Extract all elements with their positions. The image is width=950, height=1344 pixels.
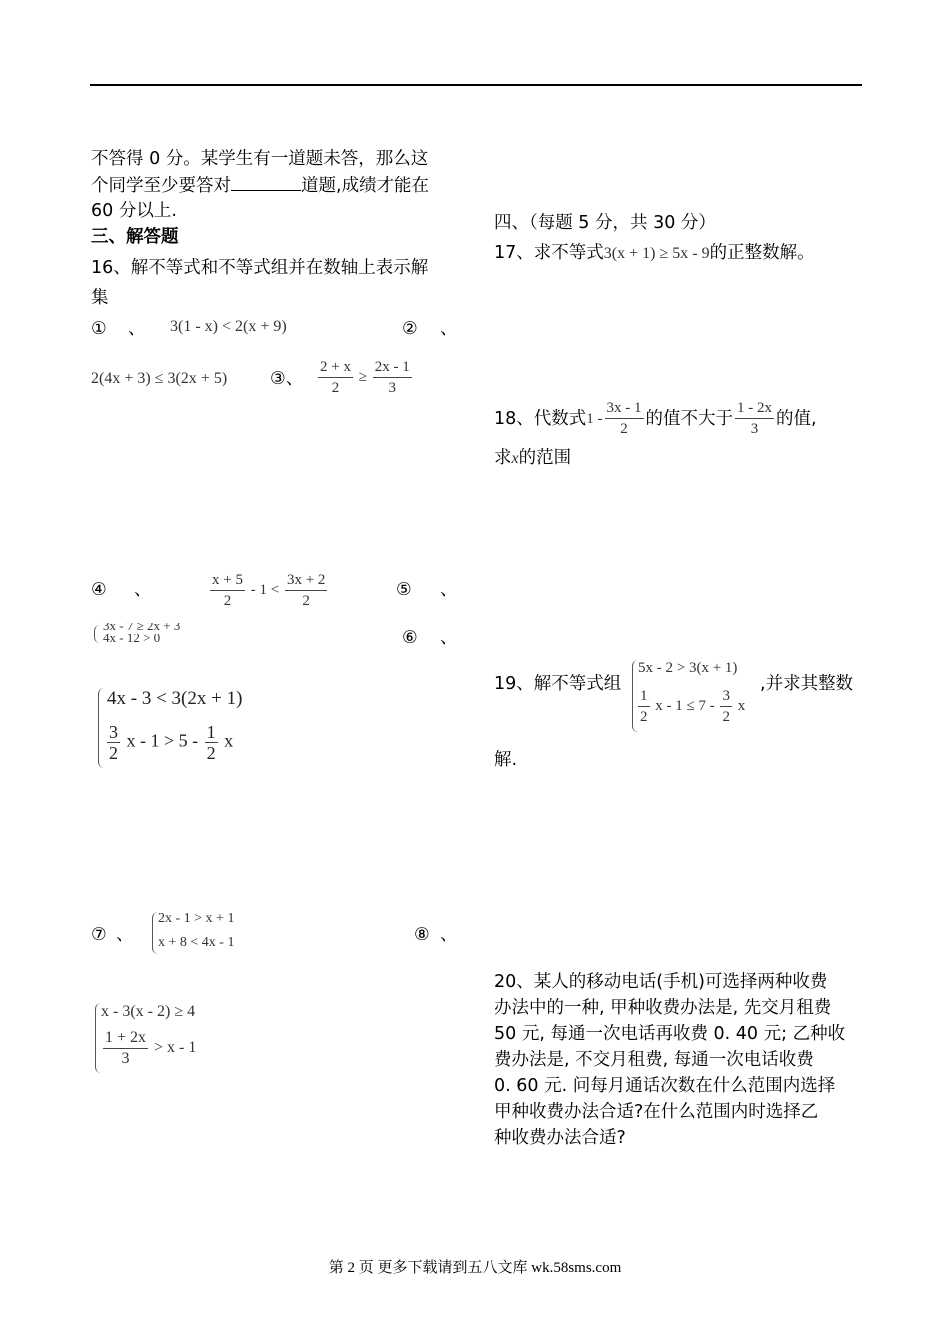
q19-line-1: 5x - 2 > 3(x + 1) — [638, 660, 738, 676]
intro-line-2-b: 道题,成绩才能在 — [301, 176, 430, 196]
q18-fraction-b — [735, 398, 774, 439]
q16-line-2: 集 — [91, 288, 109, 308]
section-4-title: 四、（每题 5 分，共 30 分） — [494, 213, 716, 233]
p6-fraction-b — [205, 722, 218, 763]
q18-variable: x — [511, 450, 519, 467]
p6-num-b: 1 — [206, 722, 216, 742]
page-footer: 第 2 页 更多下载请到五八文库 wk.58sms.com — [328, 1260, 622, 1276]
p5-line-1-wrap — [103, 623, 273, 632]
q19-fraction-a — [638, 686, 650, 727]
p4-den-right: 2 — [302, 593, 310, 609]
p4-num-right: 3x + 2 — [285, 570, 327, 591]
p8-end: > x - 1 — [154, 1039, 197, 1057]
p3-den-right: 3 — [388, 380, 396, 396]
p7-line-2: x + 8 < 4x - 1 — [158, 935, 235, 950]
q20-line-1: 20、某人的移动电话(手机)可选择两种收费 — [494, 972, 828, 992]
q19-num-b: 3 — [720, 686, 732, 707]
p2-label: ② — [402, 319, 418, 339]
p5-line-2: 4x - 12 > 0 — [103, 634, 161, 643]
p6-label: ⑥ — [402, 628, 418, 648]
q19-end: x — [737, 697, 746, 714]
q19-text-b: ,并求其整数 — [760, 674, 854, 694]
p3-num-left: 2 + x — [318, 357, 353, 378]
q20-line-6: 甲种收费办法合适?在什么范围内时选择乙 — [494, 1102, 819, 1122]
q17 — [494, 240, 815, 267]
q18-fraction-a — [605, 398, 644, 439]
p4-num-left: x + 5 — [210, 570, 245, 591]
p6-fraction-a — [107, 722, 120, 763]
p6-end: x — [224, 730, 234, 751]
p1-sep: 、 — [128, 319, 146, 339]
p5-line-1: 3x - 7 ≥ 2x + 3 — [103, 623, 181, 632]
p3-fraction-right — [373, 357, 412, 398]
p6-den-a: 2 — [109, 743, 118, 763]
p3-fraction-left — [318, 357, 353, 398]
p7-label: ⑦ — [91, 925, 107, 945]
p2-expression: 2(4x + 3) ≤ 3(2x + 5) — [91, 370, 228, 387]
q19-line-3: 解. — [494, 750, 518, 770]
q19-fraction-b — [720, 686, 732, 727]
q19-den-b: 2 — [722, 709, 730, 725]
p4-expression — [208, 570, 329, 611]
p6-den-b: 2 — [206, 743, 216, 763]
intro-line-2-a: 个同学至少要答对 — [91, 176, 231, 196]
p8-line-1: x - 3(x - 2) ≥ 4 — [101, 1003, 196, 1020]
q18-den-b: 3 — [750, 421, 759, 437]
q20-line-4: 费办法是, 不交月租费, 每通一次电话收费 — [494, 1050, 814, 1070]
p6-middle: x - 1 > 5 - — [126, 730, 199, 751]
q19-line-2 — [636, 686, 745, 727]
p4-den-left: 2 — [223, 593, 232, 609]
p3-label: ③、 — [270, 369, 304, 389]
q18-line-1 — [494, 398, 817, 439]
p1-label: ① — [91, 319, 107, 339]
q20-line-7: 种收费办法合适? — [494, 1128, 626, 1148]
section-3-title: 三、解答题 — [91, 227, 179, 247]
p5-label: ⑤ — [396, 580, 412, 600]
p5-sep: 、 — [440, 580, 458, 600]
q16-line-1: 16、解不等式和不等式组并在数轴上表示解 — [91, 258, 429, 278]
p3-num-right: 2x - 1 — [373, 357, 412, 378]
q18-line-2-a: 求 — [494, 448, 512, 468]
q17-text-a: 17、求不等式 — [494, 243, 604, 263]
intro-line-1: 不答得 0 分。某学生有一道题未答，那么这 — [91, 149, 429, 169]
p6-sep: 、 — [440, 628, 458, 648]
q19-middle: x - 1 ≤ 7 - — [655, 697, 715, 714]
p3-den-left: 2 — [331, 380, 340, 396]
q20-line-2: 办法中的一种, 甲种收费办法是, 先交月租费 — [494, 998, 832, 1018]
p4-label: ④ — [91, 580, 107, 600]
p8-line-2 — [101, 1028, 196, 1069]
intro-line-2 — [91, 172, 429, 199]
p1-expression: 3(1 - x) < 2(x + 9) — [170, 318, 287, 335]
q18-text-c: 的值, — [776, 408, 817, 429]
p4-fraction-right — [285, 570, 327, 611]
header-rule — [90, 84, 862, 86]
q18-num-a: 3x - 1 — [605, 398, 644, 419]
p8-sep: 、 — [440, 925, 458, 945]
q19-text-a: 19、解不等式组 — [494, 674, 622, 694]
p3-expression — [316, 357, 414, 398]
p8-label: ⑧ — [414, 925, 430, 945]
p7-line-1: 2x - 1 > x + 1 — [158, 911, 235, 926]
q18-den-a: 2 — [620, 421, 628, 437]
p7-sep: 、 — [116, 925, 134, 945]
q18-line-2 — [494, 445, 571, 472]
answer-blank — [231, 172, 301, 191]
q19-num-a: 1 — [638, 686, 650, 707]
q20-line-3: 50 元, 每通一次电话再收费 0. 40 元; 乙种收 — [494, 1024, 846, 1044]
q17-expression: 3(x + 1) ≥ 5x - 9 — [603, 245, 710, 262]
p6-line-2 — [105, 722, 233, 763]
q20-line-5: 0. 60 元. 问每月通话次数在什么范围内选择 — [494, 1076, 836, 1096]
q19-den-a: 2 — [640, 709, 648, 725]
p4-sep: 、 — [134, 580, 152, 600]
p5-line-2-wrap — [103, 634, 273, 643]
p6-brace — [98, 688, 105, 768]
p5-brace — [94, 625, 100, 643]
q17-text-b: 的正整数解。 — [709, 243, 815, 263]
q18-text-b: 的值不大于 — [645, 408, 734, 429]
q18-text-a: 18、代数式 — [494, 408, 587, 429]
p2-sep: 、 — [440, 319, 458, 339]
q18-num-b: 1 - 2x — [735, 398, 774, 419]
q18-line-2-b: 的范围 — [518, 448, 572, 468]
p8-fraction — [103, 1028, 148, 1069]
intro-line-3: 60 分以上. — [91, 201, 177, 221]
p8-num: 1 + 2x — [103, 1028, 148, 1049]
p4-middle: - 1 < — [250, 581, 280, 598]
p6-num-a: 3 — [109, 722, 118, 742]
p8-den: 3 — [121, 1050, 130, 1067]
q18-expr-a: 1 - — [586, 410, 603, 427]
p4-fraction-left — [210, 570, 245, 611]
p3-relation: ≥ — [358, 368, 367, 385]
p6-line-1: 4x - 3 < 3(2x + 1) — [107, 688, 243, 709]
